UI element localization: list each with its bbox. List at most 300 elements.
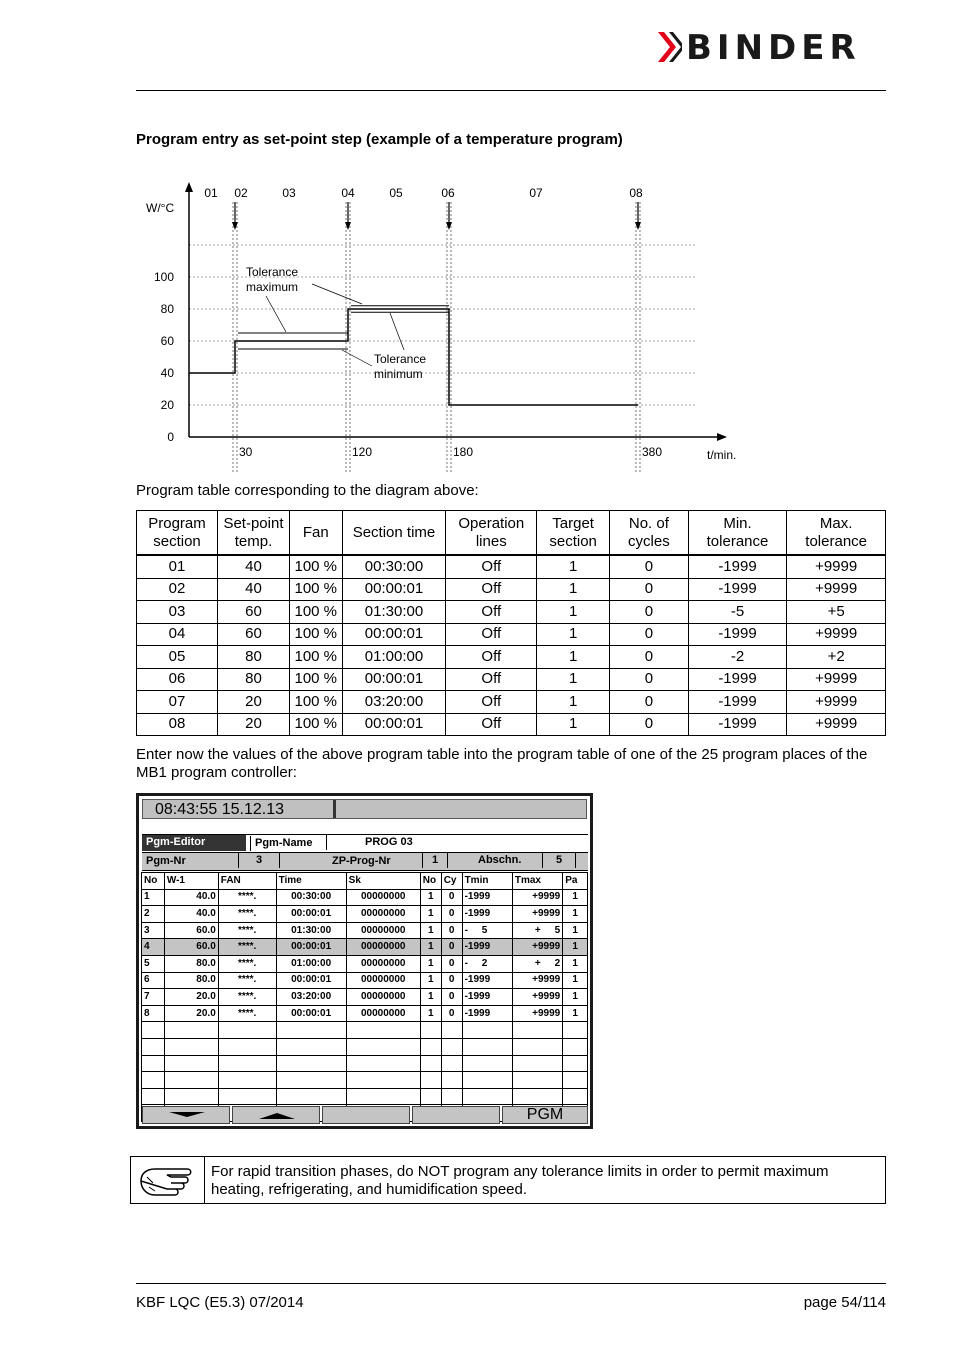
screen-table-cell[interactable]: ****. — [218, 906, 276, 923]
x-tick-label: 120 — [352, 445, 373, 459]
prog-table-cell: 00:30:00 — [342, 555, 446, 578]
screen-table-row[interactable] — [142, 889, 588, 906]
screen-table-cell[interactable] — [462, 1038, 512, 1055]
scroll-up-button[interactable] — [232, 1106, 320, 1124]
prog-table-cell: Off — [446, 555, 537, 578]
prog-table-cell: -1999 — [688, 691, 787, 714]
prog-table-cell: 0 — [610, 578, 689, 601]
prog-table-cell: -5 — [688, 601, 787, 624]
scroll-down-button[interactable] — [142, 1106, 230, 1124]
prog-table-cell: Off — [446, 578, 537, 601]
prog-table-header: Program section — [137, 511, 218, 556]
prog-table-cell: Off — [446, 646, 537, 669]
screen-table-cell[interactable] — [563, 1088, 588, 1105]
y-axis-label: W/°C — [146, 201, 175, 215]
screen-table-cell[interactable] — [441, 1038, 462, 1055]
screen-table-cell[interactable] — [218, 1038, 276, 1055]
prog-table-header: Operation lines — [446, 511, 537, 556]
screen-table-cell[interactable]: 20.0 — [164, 1005, 218, 1022]
screen-table-cell[interactable] — [142, 1022, 165, 1039]
screen-table-cell[interactable]: 5 — [142, 955, 165, 972]
prog-table-header: Section time — [342, 511, 446, 556]
prog-table-cell: -2 — [688, 646, 787, 669]
screen-table-cell[interactable] — [512, 1055, 562, 1072]
arrow-up-icon — [233, 1107, 321, 1123]
prog-table-header: Set-point temp. — [218, 511, 290, 556]
screen-table-cell[interactable] — [142, 1055, 165, 1072]
screen-table-row[interactable] — [142, 989, 588, 1006]
prog-table-cell: 08 — [137, 713, 218, 736]
table-intro: Program table corresponding to the diagram above: — [136, 482, 479, 499]
screen-table-cell[interactable]: 6 — [142, 972, 165, 989]
prog-table-cell: 0 — [610, 668, 689, 691]
screen-table-cell[interactable] — [563, 1038, 588, 1055]
screen-empty-row[interactable] — [142, 1055, 588, 1072]
controller-screen — [136, 793, 593, 1129]
prog-table-cell: 80 — [218, 668, 290, 691]
prog-table-cell: 0 — [610, 555, 689, 578]
prog-table-row — [137, 578, 886, 601]
prog-table-header: No. of cycles — [610, 511, 689, 556]
screen-column-header: FAN — [218, 873, 276, 890]
screen-column-header: No — [142, 873, 165, 890]
screen-table-cell[interactable]: 60.0 — [164, 939, 218, 956]
screen-column-header: No — [420, 873, 441, 890]
prog-table-cell: -1999 — [688, 555, 787, 578]
screen-table-cell[interactable]: - 2 — [462, 955, 512, 972]
screen-table-cell[interactable]: 03:20:00 — [276, 989, 346, 1006]
screen-table-cell[interactable] — [420, 1055, 441, 1072]
program-chart — [136, 180, 756, 475]
pgm-name-label: Pgm-Name — [250, 836, 312, 851]
zp-prog-label: ZP-Prog-Nr — [332, 855, 391, 867]
prog-table-cell: 0 — [610, 623, 689, 646]
section-value[interactable]: 5 — [542, 853, 576, 868]
prog-table-cell: 00:00:01 — [342, 713, 446, 736]
screen-table-cell[interactable] — [512, 1022, 562, 1039]
prog-table-cell: 07 — [137, 691, 218, 714]
enter-instructions: Enter now the values of the above program table into the program table of one of the 25 program places of the MB1 program controller: — [136, 746, 868, 781]
y-tick-label: 40 — [160, 366, 174, 380]
screen-table-cell[interactable]: +9999 — [512, 906, 562, 923]
prog-table-row — [137, 713, 886, 736]
screen-table-cell[interactable]: 40.0 — [164, 906, 218, 923]
footer-page: page 54/114 — [803, 1294, 886, 1311]
prog-table-cell: 00:00:01 — [342, 623, 446, 646]
screen-table-cell[interactable] — [563, 1072, 588, 1089]
screen-table-cell[interactable]: 0 — [441, 939, 462, 956]
prog-table-cell: 1 — [537, 555, 610, 578]
screen-table-cell[interactable]: 0 — [441, 889, 462, 906]
screen-table-cell[interactable]: 1 — [420, 1005, 441, 1022]
screen-table-cell[interactable] — [218, 1072, 276, 1089]
section-label: 05 — [389, 186, 403, 200]
prog-table-cell: 01 — [137, 555, 218, 578]
screen-table-cell[interactable]: 1 — [420, 889, 441, 906]
screen-table-cell[interactable]: 0 — [441, 1005, 462, 1022]
screen-table-row[interactable] — [142, 1005, 588, 1022]
screen-table-cell[interactable]: 00000000 — [346, 922, 420, 939]
screen-table-cell[interactable]: 8 — [142, 1005, 165, 1022]
prog-table-cell: 03:20:00 — [342, 691, 446, 714]
screen-table-cell[interactable] — [276, 1088, 346, 1105]
prog-table-cell: Off — [446, 601, 537, 624]
screen-table-cell[interactable]: + 5 — [512, 922, 562, 939]
prog-table-cell: +9999 — [787, 555, 886, 578]
screen-table-cell[interactable]: 00000000 — [346, 1005, 420, 1022]
footer-rule — [136, 1283, 886, 1284]
screen-table-cell[interactable]: 1 — [420, 922, 441, 939]
screen-table-cell[interactable]: 0 — [441, 955, 462, 972]
prog-table-row — [137, 601, 886, 624]
screen-table-cell[interactable] — [512, 1038, 562, 1055]
prog-table-cell: 0 — [610, 601, 689, 624]
prog-table-cell: 1 — [537, 623, 610, 646]
prog-table-cell: +2 — [787, 646, 886, 669]
screen-table-cell[interactable]: 1 — [420, 906, 441, 923]
pgm-nr-value[interactable]: 3 — [238, 853, 280, 868]
prog-table-cell: 60 — [218, 623, 290, 646]
prog-table-cell: 04 — [137, 623, 218, 646]
prog-table-cell: 40 — [218, 555, 290, 578]
screen-table-cell[interactable]: 0 — [441, 922, 462, 939]
screen-table-cell[interactable]: ****. — [218, 1005, 276, 1022]
screen-empty-row[interactable] — [142, 1088, 588, 1105]
header-rule — [136, 90, 886, 91]
screen-table-cell[interactable] — [441, 1072, 462, 1089]
screen-column-header: Pa — [563, 873, 588, 890]
section-label: 02 — [234, 186, 248, 200]
screen-empty-row[interactable] — [142, 1038, 588, 1055]
screen-table-cell[interactable] — [420, 1038, 441, 1055]
screen-table-cell[interactable] — [346, 1038, 420, 1055]
prog-table-cell: 100 % — [289, 601, 342, 624]
prog-table-cell: Off — [446, 691, 537, 714]
screen-table-cell[interactable]: 1 — [563, 906, 588, 923]
prog-table-cell: -1999 — [688, 668, 787, 691]
screen-table-cell[interactable] — [164, 1088, 218, 1105]
prog-table-cell: +9999 — [787, 668, 886, 691]
screen-table-cell[interactable]: 01:00:00 — [276, 955, 346, 972]
screen-table-cell[interactable]: +9999 — [512, 889, 562, 906]
screen-table-cell[interactable]: 00:00:01 — [276, 972, 346, 989]
prog-table-cell: +9999 — [787, 691, 886, 714]
prog-table-cell: 100 % — [289, 578, 342, 601]
screen-column-header: Tmax — [512, 873, 562, 890]
zp-prog-value[interactable]: 1 — [422, 853, 448, 868]
screen-table-cell[interactable]: +9999 — [512, 989, 562, 1006]
pgm-nr-row — [142, 852, 588, 871]
y-tick-label: 80 — [160, 302, 174, 316]
y-tick-labels — [154, 270, 174, 444]
screen-table-cell[interactable] — [420, 1088, 441, 1105]
screen-table-cell[interactable]: 1 — [563, 972, 588, 989]
screen-table-cell[interactable] — [420, 1022, 441, 1039]
x-axis-arrow — [717, 433, 727, 441]
screen-table-cell[interactable]: 80.0 — [164, 955, 218, 972]
screen-table-cell[interactable]: ****. — [218, 922, 276, 939]
screen-table-cell[interactable] — [441, 1022, 462, 1039]
prog-table-cell: 100 % — [289, 646, 342, 669]
screen-table-cell[interactable] — [346, 1055, 420, 1072]
prog-table-row — [137, 555, 886, 578]
footer-doc-id: KBF LQC (E5.3) 07/2014 — [136, 1294, 304, 1311]
prog-table-cell: 00:00:01 — [342, 668, 446, 691]
prog-table-cell: 0 — [610, 713, 689, 736]
prog-table-header: Target section — [537, 511, 610, 556]
screen-table-cell[interactable]: 00000000 — [346, 906, 420, 923]
prog-table-cell: 1 — [537, 668, 610, 691]
prog-table-cell: -1999 — [688, 623, 787, 646]
pointing-hand-icon — [137, 1163, 199, 1199]
prog-table-cell: 02 — [137, 578, 218, 601]
screen-table-cell[interactable]: 1 — [563, 922, 588, 939]
screen-table-cell[interactable] — [164, 1022, 218, 1039]
screen-table-cell[interactable] — [462, 1088, 512, 1105]
screen-table-cell[interactable] — [164, 1038, 218, 1055]
screen-table-cell[interactable] — [563, 1055, 588, 1072]
section-label: 04 — [341, 186, 355, 200]
screen-empty-row[interactable] — [142, 1022, 588, 1039]
screen-table-cell[interactable] — [346, 1072, 420, 1089]
prog-table-cell: 03 — [137, 601, 218, 624]
screen-table-cell[interactable] — [462, 1072, 512, 1089]
chart-grid — [189, 202, 696, 472]
section-label: 07 — [529, 186, 543, 200]
screen-table-cell[interactable]: 1 — [563, 955, 588, 972]
screen-table-cell[interactable] — [563, 1022, 588, 1039]
screen-table-cell[interactable] — [441, 1055, 462, 1072]
screen-table-cell[interactable] — [164, 1072, 218, 1089]
screen-table-cell[interactable]: 1 — [563, 889, 588, 906]
section-labels — [204, 186, 643, 200]
screen-table-cell[interactable] — [346, 1022, 420, 1039]
y-tick-label: 20 — [160, 398, 174, 412]
screen-column-header: Tmin — [462, 873, 512, 890]
prog-table-cell: 100 % — [289, 623, 342, 646]
screen-table-cell[interactable] — [142, 1038, 165, 1055]
screen-table-cell[interactable]: 20.0 — [164, 989, 218, 1006]
screen-table-cell[interactable]: 7 — [142, 989, 165, 1006]
y-tick-label: 60 — [160, 334, 174, 348]
screen-table-cell[interactable]: 60.0 — [164, 922, 218, 939]
screen-table-row[interactable] — [142, 906, 588, 923]
screen-table-row[interactable] — [142, 939, 588, 956]
screen-table-cell[interactable]: -1999 — [462, 939, 512, 956]
prog-table-cell: 80 — [218, 646, 290, 669]
screen-table-cell[interactable]: 80.0 — [164, 972, 218, 989]
screen-table-cell[interactable]: +9999 — [512, 972, 562, 989]
section-heading: Program entry as set-point step (example of a temperature program) — [136, 131, 623, 148]
section-label: 06 — [441, 186, 455, 200]
screen-table-cell[interactable] — [276, 1072, 346, 1089]
annotation-pointer — [266, 296, 286, 332]
screen-table-cell[interactable]: 00:00:01 — [276, 1005, 346, 1022]
screen-table-cell[interactable]: 00000000 — [346, 972, 420, 989]
prog-table-row — [137, 646, 886, 669]
prog-table-cell: 100 % — [289, 668, 342, 691]
x-axis-label: t/min. — [707, 448, 737, 462]
prog-table-cell: -1999 — [688, 713, 787, 736]
datetime: 08:43:55 15.12.13 — [155, 801, 285, 818]
screen-column-header: Sk — [346, 873, 420, 890]
screen-table-cell[interactable]: 40.0 — [164, 889, 218, 906]
screen-table-cell[interactable]: 3 — [142, 922, 165, 939]
screen-table-cell[interactable] — [420, 1072, 441, 1089]
screen-table-cell[interactable] — [218, 1088, 276, 1105]
screen-table-cell[interactable]: -1999 — [462, 906, 512, 923]
prog-table-cell: 100 % — [289, 691, 342, 714]
screen-table-cell[interactable]: 01:30:00 — [276, 922, 346, 939]
screen-table-cell[interactable]: +9999 — [512, 939, 562, 956]
section-label: 08 — [629, 186, 643, 200]
screen-table-cell[interactable] — [462, 1022, 512, 1039]
arrow-down-icon — [143, 1107, 231, 1123]
screen-table-cell[interactable] — [142, 1072, 165, 1089]
screen-column-header: Cy — [441, 873, 462, 890]
prog-table-cell: 06 — [137, 668, 218, 691]
program-table — [136, 510, 886, 736]
screen-table-cell[interactable]: - 5 — [462, 922, 512, 939]
screen-table-cell[interactable]: 00000000 — [346, 989, 420, 1006]
annotation-tolerance-maximum: Tolerance maximum — [246, 265, 299, 294]
prog-table-cell: +9999 — [787, 623, 886, 646]
y-tick-label: 100 — [153, 270, 174, 284]
chart-axes — [185, 182, 727, 441]
screen-table-cell[interactable] — [512, 1088, 562, 1105]
prog-table-header: Min. tolerance — [688, 511, 787, 556]
prog-table-cell: Off — [446, 623, 537, 646]
status-divider — [333, 800, 336, 818]
screen-table-cell[interactable] — [218, 1022, 276, 1039]
screen-table-cell[interactable] — [276, 1055, 346, 1072]
controller-table — [141, 872, 588, 1122]
screen-table-cell[interactable] — [142, 1088, 165, 1105]
screen-table-cell[interactable]: 1 — [563, 989, 588, 1006]
screen-table-cell[interactable]: 1 — [563, 939, 588, 956]
softkey-3[interactable] — [322, 1106, 410, 1124]
screen-table-row[interactable] — [142, 922, 588, 939]
screen-table-cell[interactable]: 0 — [441, 972, 462, 989]
prog-table-cell: 0 — [610, 646, 689, 669]
editor-row — [142, 834, 588, 851]
prog-table-cell: +9999 — [787, 713, 886, 736]
note-divider — [204, 1157, 205, 1203]
prog-table-cell: 20 — [218, 713, 290, 736]
prog-table-cell: -1999 — [688, 578, 787, 601]
screen-table-cell[interactable]: 00000000 — [346, 939, 420, 956]
prog-table-cell: 1 — [537, 601, 610, 624]
screen-table-cell[interactable]: -1999 — [462, 989, 512, 1006]
pgm-button[interactable] — [502, 1106, 588, 1124]
annotation-tolerance-minimum: Tolerance minimum — [374, 352, 427, 381]
note-text: For rapid transition phases, do NOT program any tolerance limits in order to permit maximum heating, refrigerating, and humidification speed. — [211, 1163, 829, 1198]
prog-table-cell: 01:00:00 — [342, 646, 446, 669]
screen-table-cell[interactable]: 00:00:01 — [276, 906, 346, 923]
prog-table-cell: 1 — [537, 578, 610, 601]
prog-table-cell: 05 — [137, 646, 218, 669]
screen-table-cell[interactable]: 1 — [420, 955, 441, 972]
screen-table-cell[interactable]: 4 — [142, 939, 165, 956]
prog-table-cell: +9999 — [787, 578, 886, 601]
screen-table-cell[interactable]: 2 — [142, 906, 165, 923]
screen-table-cell[interactable] — [276, 1022, 346, 1039]
prog-table-cell: 60 — [218, 601, 290, 624]
x-tick-label: 30 — [239, 445, 253, 459]
screen-table-cell[interactable]: + 2 — [512, 955, 562, 972]
screen-table-cell[interactable]: ****. — [218, 939, 276, 956]
screen-table-row[interactable] — [142, 972, 588, 989]
screen-table-cell[interactable] — [462, 1055, 512, 1072]
prog-table-cell: 00:00:01 — [342, 578, 446, 601]
screen-table-cell[interactable]: 00000000 — [346, 955, 420, 972]
screen-table-cell[interactable]: ****. — [218, 972, 276, 989]
prog-table-header: Max. tolerance — [787, 511, 886, 556]
screen-empty-row[interactable] — [142, 1072, 588, 1089]
editor-label: Pgm-Editor — [142, 835, 246, 851]
screen-table-cell[interactable]: -1999 — [462, 889, 512, 906]
annotation-pointer — [312, 284, 362, 304]
screen-table-cell[interactable]: 0 — [441, 906, 462, 923]
prog-table-cell: 20 — [218, 691, 290, 714]
annotation-pointer — [342, 350, 372, 366]
prog-table-row — [137, 623, 886, 646]
prog-table-cell: 0 — [610, 691, 689, 714]
prog-table-cell: 100 % — [289, 555, 342, 578]
screen-table-cell[interactable] — [164, 1055, 218, 1072]
section-label: 03 — [282, 186, 296, 200]
screen-table-cell[interactable]: -1999 — [462, 1005, 512, 1022]
screen-table-cell[interactable]: 1 — [420, 989, 441, 1006]
screen-table-cell[interactable]: -1999 — [462, 972, 512, 989]
brand-name: BINDER — [686, 28, 861, 68]
screen-table-cell[interactable]: ****. — [218, 889, 276, 906]
screen-table-row[interactable] — [142, 955, 588, 972]
screen-table-cell[interactable] — [346, 1088, 420, 1105]
prog-table-cell: 1 — [537, 691, 610, 714]
screen-table-cell[interactable]: 1 — [420, 939, 441, 956]
section-label: 01 — [204, 186, 218, 200]
prog-table-cell: 01:30:00 — [342, 601, 446, 624]
screen-table-cell[interactable]: 0 — [441, 989, 462, 1006]
screen-table-cell[interactable]: 00000000 — [346, 889, 420, 906]
pgm-nr-label: Pgm-Nr — [146, 855, 186, 867]
screen-table-cell[interactable]: 00:00:01 — [276, 939, 346, 956]
screen-table-cell[interactable] — [441, 1088, 462, 1105]
prog-table-row — [137, 691, 886, 714]
prog-table-cell: Off — [446, 713, 537, 736]
prog-table-cell: 100 % — [289, 713, 342, 736]
softkey-4[interactable] — [412, 1106, 500, 1124]
screen-table-cell[interactable] — [276, 1038, 346, 1055]
screen-table-cell[interactable]: +9999 — [512, 1005, 562, 1022]
screen-table-cell[interactable] — [512, 1072, 562, 1089]
note-box — [130, 1156, 886, 1204]
screen-table-cell[interactable]: 1 — [563, 1005, 588, 1022]
screen-table-cell[interactable]: 00:30:00 — [276, 889, 346, 906]
screen-table-cell[interactable]: 1 — [420, 972, 441, 989]
prog-table-cell: 1 — [537, 713, 610, 736]
pgm-name-value[interactable]: PROG 03 — [326, 835, 588, 850]
screen-table-cell[interactable]: ****. — [218, 989, 276, 1006]
screen-table-cell[interactable]: 1 — [142, 889, 165, 906]
status-bar — [142, 799, 587, 819]
screen-table-cell[interactable]: ****. — [218, 955, 276, 972]
x-tick-label: 380 — [642, 445, 663, 459]
section-label: Abschn. — [478, 854, 522, 866]
screen-table-cell[interactable] — [218, 1055, 276, 1072]
screen-column-header: W-1 — [164, 873, 218, 890]
